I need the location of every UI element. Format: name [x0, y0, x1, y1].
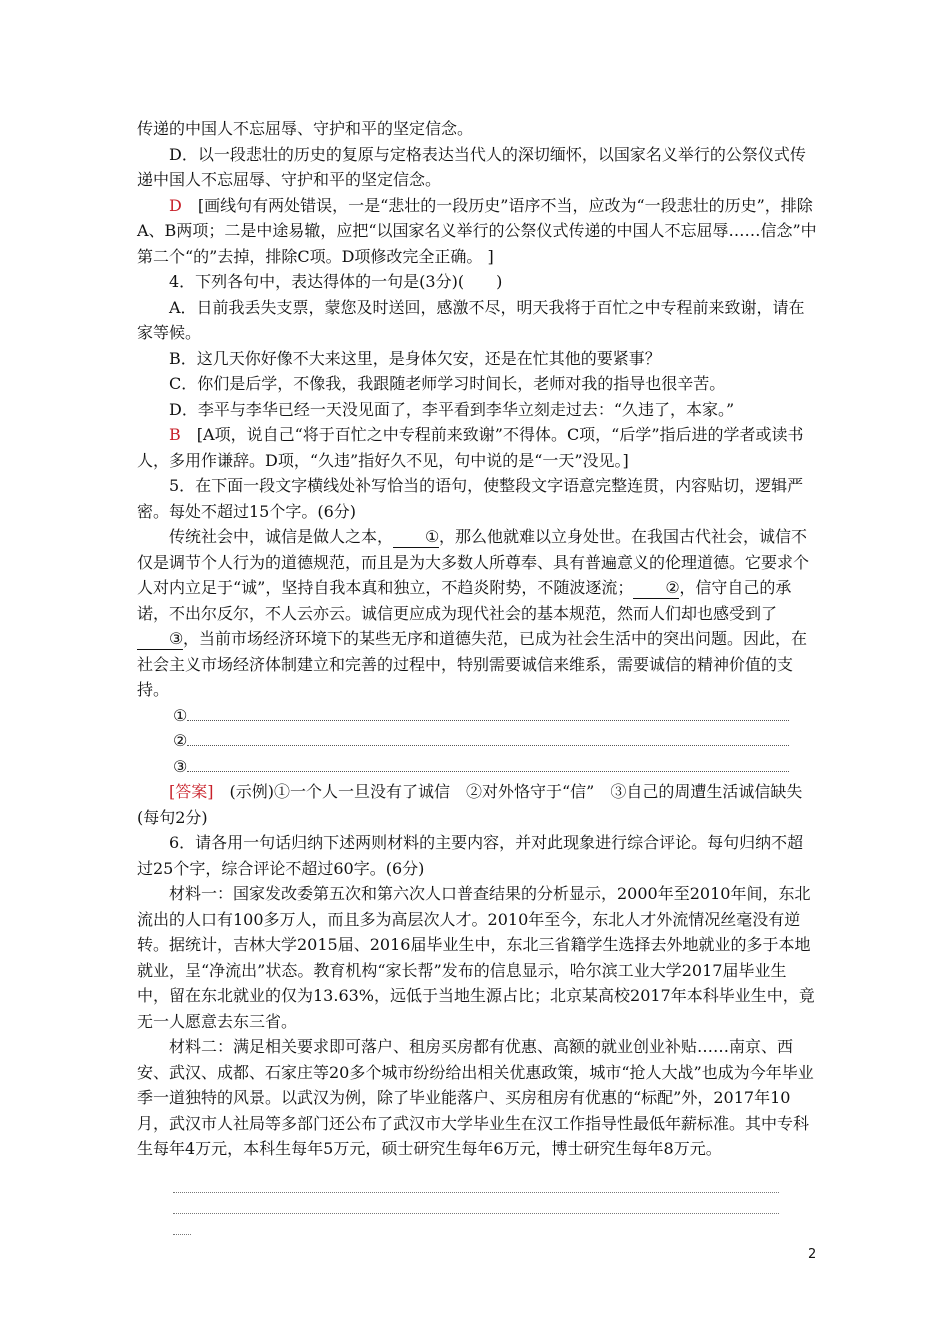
- passage-text: 传统社会中，诚信是做人之本，: [169, 527, 394, 546]
- answer-line-dots[interactable]: [187, 706, 789, 721]
- answer-line-dots[interactable]: [187, 757, 789, 772]
- material-2: 材料二：满足相关要求即可落户、租房买房都有优惠、高额的就业创业补贴……南京、西安、武汉、成都、石家庄等20多个城市纷纷给出相关优惠政策，城市“抢人大战”也成为今年毕业季一道独特的风景。以武汉为例，除了毕业能落户、买房租房有优惠的“标配”外，2017年10月，武汉市人社局等多部门还公布了武汉市大学毕业生在汉工作指导性最低年薪标准。其中专科生每年4万元，本科生每年5万元，硕士研究生每年6万元，博士研究生每年8万元。: [137, 1037, 814, 1158]
- answer-dotted-line[interactable]: [173, 1193, 779, 1214]
- option-a: A．日前我丢失支票，蒙您及时送回，感激不尽，明天我将于百忙之中专程前来致谢，请在家等候。: [137, 297, 805, 342]
- spacer: [137, 1162, 817, 1172]
- answer-letter: D: [169, 195, 182, 215]
- question-4: 4．下列各句中，表达得体的一句是(3分)( ): [169, 272, 503, 291]
- q3-answer: [137, 193, 817, 270]
- option-d: D．李平与李华已经一天没见面了，李平看到李华立刻走过去：“久违了，本家。”: [169, 399, 735, 419]
- answer-line-marker: ②: [173, 731, 188, 750]
- blank-2: ②: [633, 578, 679, 599]
- passage-text: ，信守自己的承诺，不出尔反尔，不人云亦云。诚信更应成为现代社会的基本规范，然而人们却也感受到了: [137, 578, 792, 623]
- answer-line-marker: ①: [173, 705, 188, 725]
- passage-text: ，当前市场经济环境下的某些无序和道德失范，已成为社会生活中的突出问题。因此，在社会主义市场经济体制建立和完善的过程中，特别需要诚信来维系，需要诚信的精神价值的支持。: [137, 629, 808, 699]
- q5-passage: [137, 524, 817, 703]
- answer-line-1: [173, 703, 817, 729]
- answer-line-dots[interactable]: [187, 731, 789, 746]
- q4-answer: [137, 422, 817, 473]
- material-1: 材料一：国家发改委第五次和第六次人口普查结果的分析显示，2000年至2010年间，东北流出的人口有100多万人，而且多为高层次人才。2010年至今，东北人才外流情况丝毫没有逆转。据统计，吉林大学2015届、2016届毕业生中，东北三省籍学生选择去外地就业的多于本地就业，呈“净流出”状态。教育机构“家长帮”发布的信息显示，哈尔滨工业大学2017届毕业生中，留在东北就业的仅为13.63%，远低于当地生源占比；北京某高校2017年本科毕业生中，竟无一人愿意去东三省。: [137, 884, 815, 1031]
- blank-3: ③: [137, 629, 183, 650]
- answer-dotted-line[interactable]: [173, 1172, 779, 1193]
- answer-line-2: [173, 728, 817, 754]
- answer-line-marker: ③: [173, 756, 188, 776]
- answer-dotted-line-short[interactable]: [173, 1214, 191, 1235]
- question-6: 6．请各用一句话归纳下述两则材料的主要内容，并对此现象进行综合评论。每句归纳不超过25个字，综合评论不超过60字。(6分): [137, 833, 804, 878]
- question-5: 5．在下面一段文字横线处补写恰当的语句，使整段文字语意完整连贯，内容贴切，逻辑严密。每处不超过15个字。(6分): [137, 476, 804, 521]
- option-d-q3: D．以一段悲壮的历史的复原与定格表达当代人的深切缅怀，以国家名义举行的公祭仪式传递中国人不忘屈辱、守护和平的坚定信念。: [137, 144, 806, 189]
- answer-label: [答案]: [169, 782, 214, 801]
- document-page: [137, 116, 817, 1235]
- passage-text: ，那么他就难以立身处世。在我国古代社会，诚信不仅是调节个人行为的道德规范，而且是为大多数人所尊奉、具有普遍意义的伦理道德。它要求个人对内立足于“诚”，坚持自我本真和独立，不趋炎附势，不随波逐流；: [137, 527, 810, 597]
- answer-explanation: [画线句有两处错误，一是“悲壮的一段历史”语序不当，应改为“一段悲壮的历史”，排除A、B两项；二是中途易辙，应把“以国家名义举行的公祭仪式传递的中国人不忘屈辱……信念”中第二个“的”去掉，排除C项。D项修改完全正确。 ]: [137, 195, 817, 266]
- q5-answer: [137, 779, 817, 830]
- page-number: 2: [808, 1247, 817, 1262]
- option-c: C．你们是后学，不像我，我跟随老师学习时间长，老师对我的指导也很辛苦。: [169, 374, 726, 393]
- text-line: 传递的中国人不忘屈辱、守护和平的坚定信念。: [137, 119, 474, 138]
- answer-line-3: [173, 754, 817, 780]
- answer-explanation: [A项，说自己“将于百忙之中专程前来致谢”不得体。C项，“后学”指后进的学者或读书人，多用作谦辞。D项，“久违”指好久不见，句中说的是“一天”没见。]: [137, 425, 804, 470]
- answer-letter: B: [169, 425, 181, 444]
- blank-1: ①: [393, 527, 439, 548]
- option-b: B．这几天你好像不大来这里，是身体欠安，还是在忙其他的要紧事？: [169, 348, 661, 368]
- answer-explanation: (示例)①一个人一旦没有了诚信 ②对外恪守于“信” ③自己的周遭生活诚信缺失(每句2分): [137, 782, 803, 827]
